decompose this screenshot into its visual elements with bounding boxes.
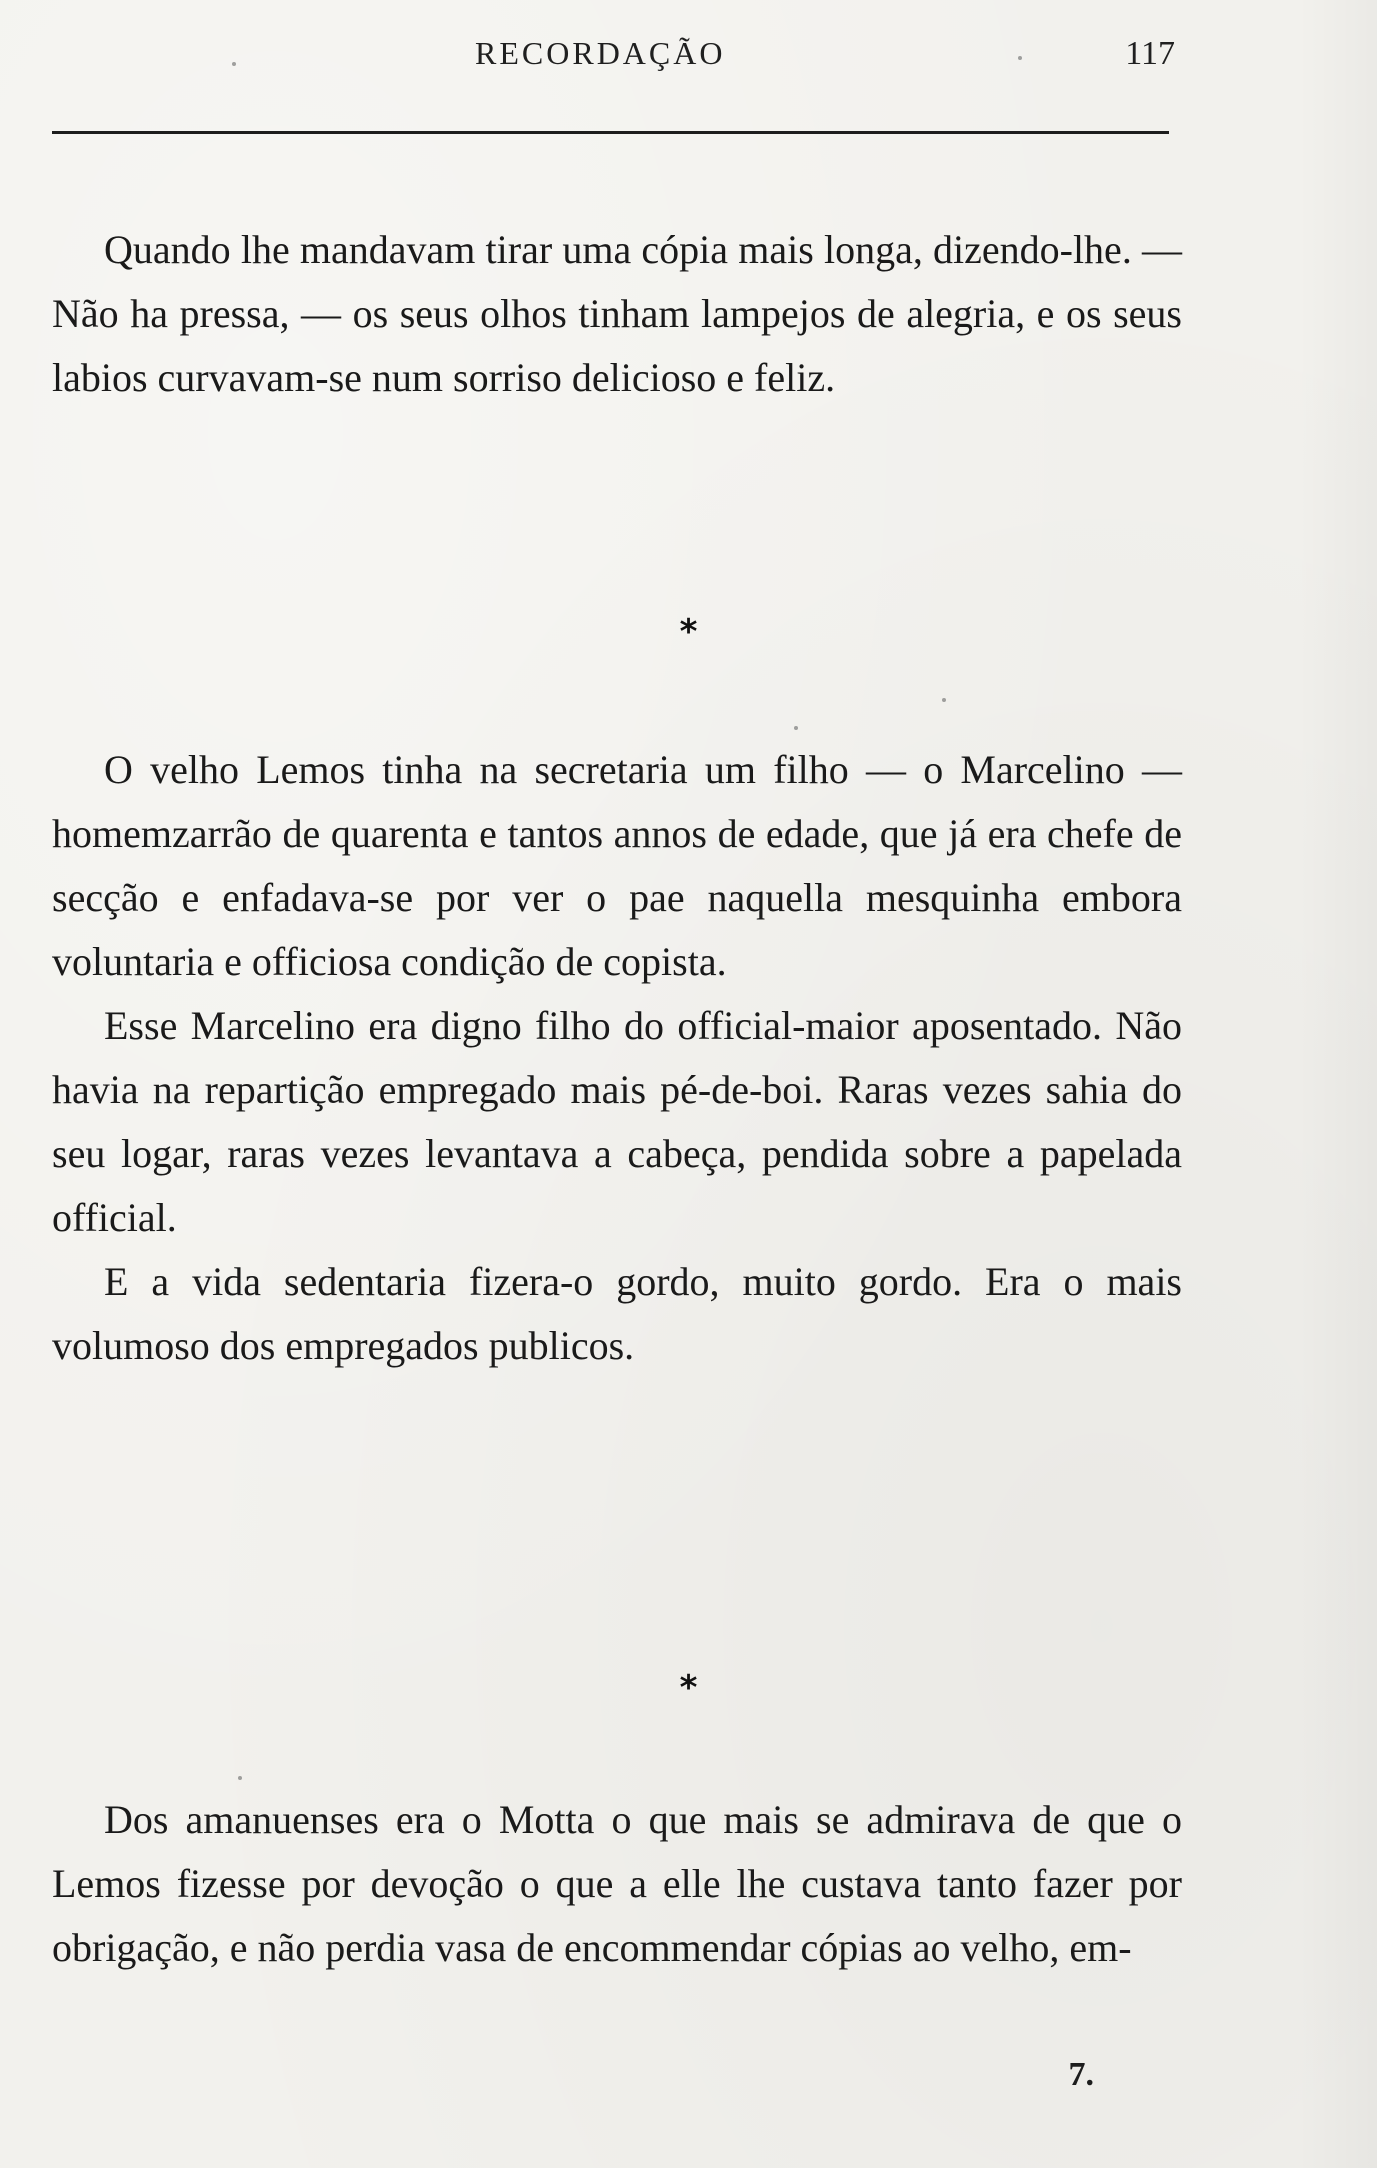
paragraph: O velho Lemos tinha na secretaria um filho — o Marcelino — homemzarrão de quarenta e tantos annos de edade, que já era chefe de secção e enfadava-se por ver o pae naquella mesquinha embora voluntaria e officiosa condição de copista. [52, 747, 1182, 984]
page-number: 117 [1125, 35, 1175, 72]
section-2 [52, 738, 1182, 1378]
section-separator: * [679, 1668, 698, 1708]
paragraph: Esse Marcelino era digno filho do official-maior aposentado. Não havia na repartição empregado mais pé-de-boi. Raras vezes sahia do seu logar, raras vezes levantava a cabeça, pendida sobre a papelada official. [52, 1003, 1182, 1240]
paper-speck [942, 698, 946, 702]
paper-speck [232, 62, 236, 66]
paragraph: Dos amanuenses era o Motta o que mais se admirava de que o Lemos fizesse por devoção o que a elle lhe custava tanto fazer por obrigação, e não perdia vasa de encommendar cópias ao velho, em- [52, 1797, 1182, 1970]
paper-speck [794, 726, 798, 730]
section-1 [52, 218, 1182, 410]
paper-speck [238, 1776, 242, 1780]
header-rule [52, 131, 1169, 134]
section-separator: * [679, 612, 698, 652]
running-title: RECORDAÇÃO [475, 35, 726, 71]
page-header [55, 35, 1175, 85]
paragraph: E a vida sedentaria fizera-o gordo, muito gordo. Era o mais volumoso dos empregados publicos. [52, 1259, 1182, 1368]
signature-mark: 7. [1068, 2056, 1094, 2093]
paper-speck [1018, 56, 1022, 60]
section-3 [52, 1788, 1182, 1980]
paragraph: Quando lhe mandavam tirar uma cópia mais longa, dizendo-lhe. — Não ha pressa, — os seus olhos tinham lampejos de alegria, e os seus labios curvavam-se num sorriso delicioso e feliz. [52, 227, 1182, 400]
